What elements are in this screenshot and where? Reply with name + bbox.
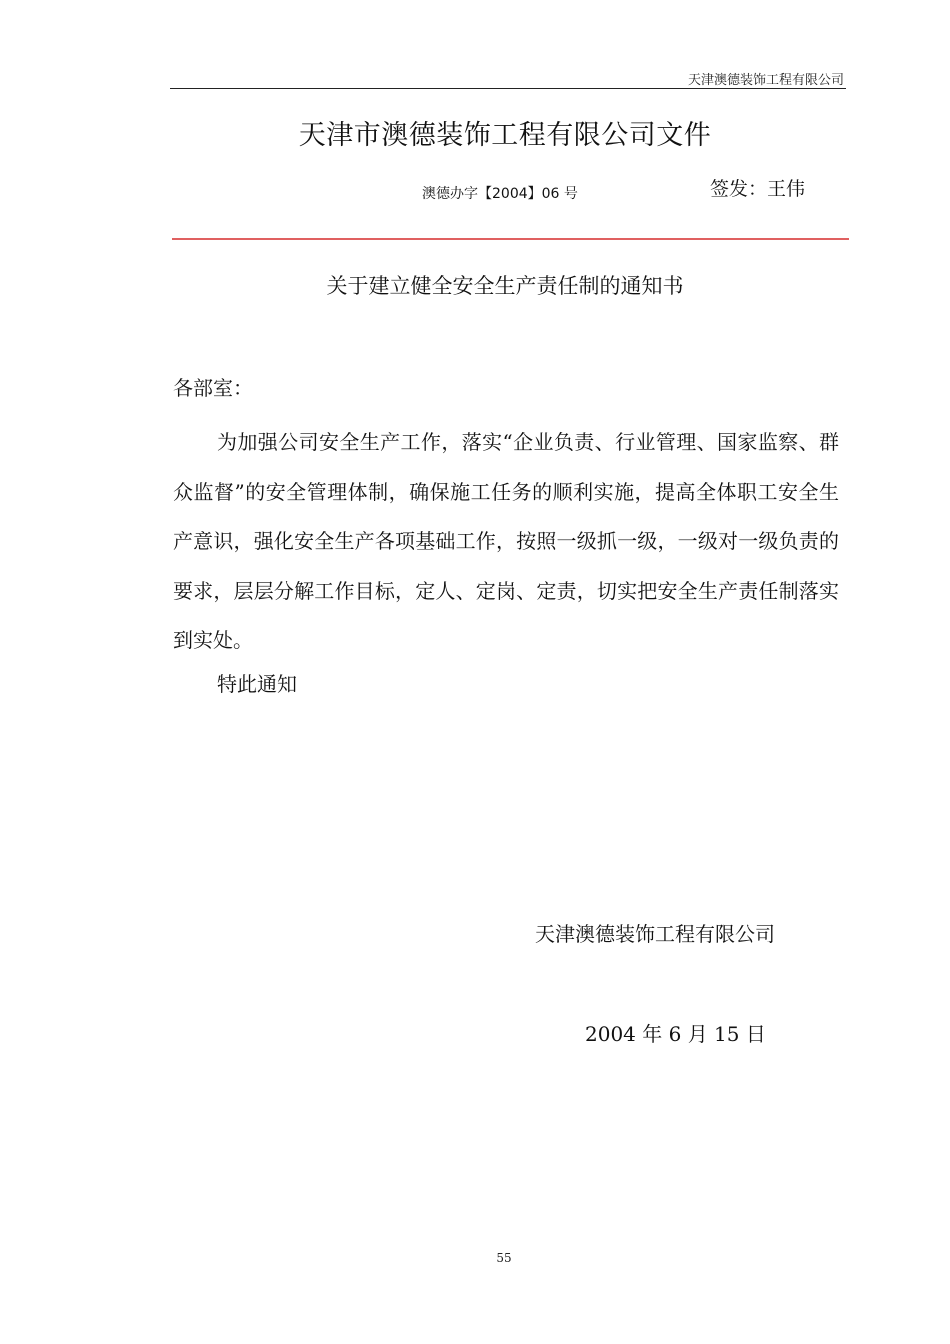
notice-title: 关于建立健全安全生产责任制的通知书 (326, 274, 684, 298)
document-title: 天津市澳德装饰工程有限公司文件 (298, 120, 712, 151)
header-divider (170, 88, 846, 89)
signature-company: 天津澳德装饰工程有限公司 (535, 922, 775, 946)
body-paragraph: 为加强公司安全生产工作，落实“企业负责、行业管理、国家监察、群众监督”的安全管理体制，确保施工任务的顺利实施，提高全体职工安全生产意识，强化安全生产各项基础工作，按照一级抓一级，一级对一级负责的要求，层层分解工作目标，定人、定岗、定责，切实把安全生产责任制落实到实处。 (173, 430, 839, 652)
page-number: 55 (496, 1251, 512, 1265)
document-signer: 签发：王伟 (710, 178, 806, 200)
document-number: 澳德办字【2004】06 号 (422, 186, 578, 202)
red-divider (172, 238, 849, 240)
closing-line: 特此通知 (217, 672, 297, 696)
salutation: 各部室： (173, 376, 253, 400)
signature-date: 2004 年 6 月 15 日 (585, 1022, 766, 1046)
header-company-name: 天津澳德装饰工程有限公司 (687, 73, 844, 88)
